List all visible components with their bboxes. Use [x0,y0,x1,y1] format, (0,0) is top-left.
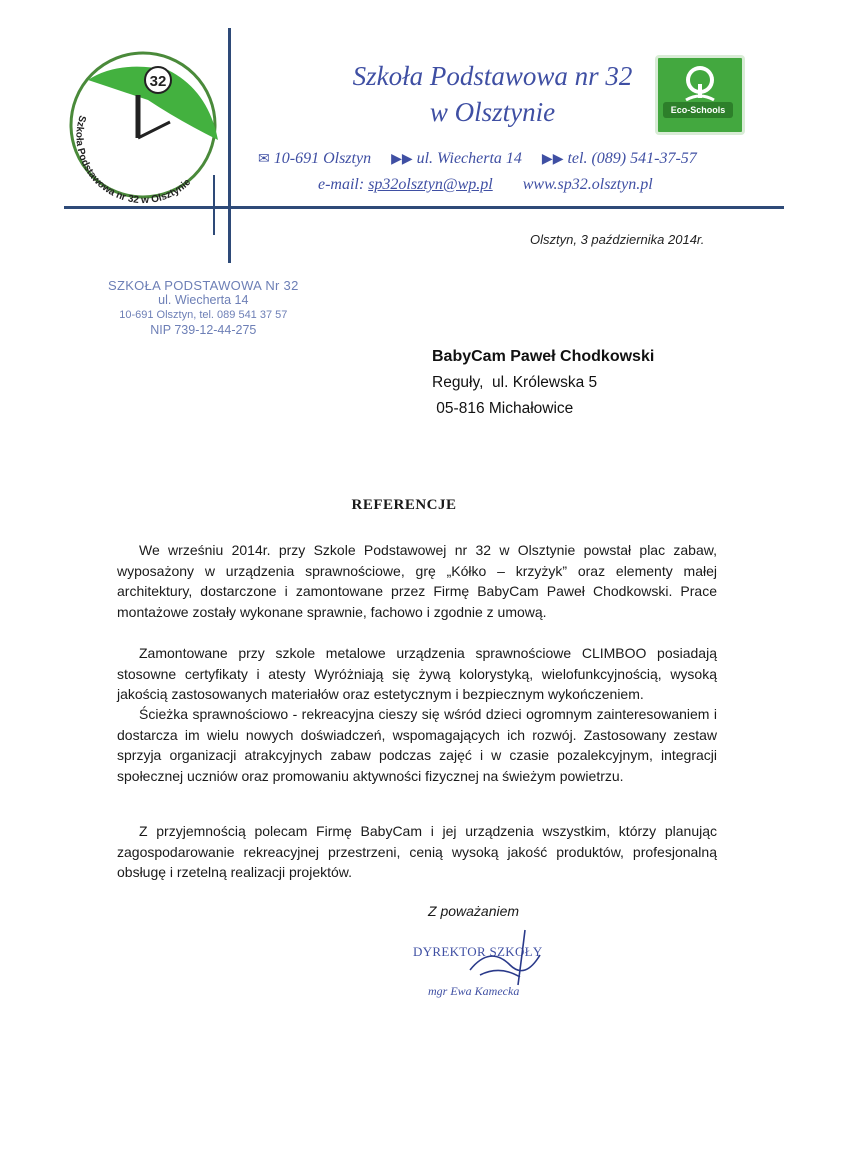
stamp-line-2: ul. Wiecherta 14 [158,293,249,307]
double-arrow-icon: ▶▶ [541,152,564,167]
letterhead-horizontal-rule [64,206,784,209]
stamp-line-4: NIP 739-12-44-275 [150,323,257,337]
email-label: e-mail: [318,176,365,193]
body-paragraph-2: Zamontowane przy szkole metalowe urządzenia sprawnościowe CLIMBOO posiadają stosowne certyfikaty i atesty Wyróżniają się żywą kolorystyką, wielofunkcyjnością, wysoką jakością zastosowanych materiałów oraz estetycznym i bezpiecznym wykończeniem. [117,645,717,702]
document-title: REFERENCJE [351,497,457,513]
closing-phrase: Z poważaniem [428,903,520,919]
school-name-line2: w Olsztynie [429,97,556,127]
stamp-line-3: 10-691 Olsztyn, tel. 089 541 37 57 [119,309,288,321]
email-link[interactable]: sp32olsztyn@wp.pl [368,176,493,193]
school-name-line1: Szkoła Podstawowa nr 32 [352,61,633,91]
school-stamp [108,278,299,338]
phone-number: tel. (089) 541-37-57 [567,150,697,167]
envelope-icon: ✉ [258,152,270,167]
body-paragraph-3: Ścieżka sprawnościowo - rekreacyjna cieszy się wśród dzieci ogromnym zainteresowaniem i dostarcza im wielu nowych doświadczeń, wspomagających ich rozwój. Zastosowany zestaw sprzyja organizacji atrakcyjnych zabaw podczas zajęć i w czasie pozalekcyjnym, integracji społecznej uczniów oraz promowaniu aktywności fizycznej na świeżym powietrzu. [117,706,717,784]
contact-line [258,150,697,168]
signature-title: DYREKTOR SZKOŁY [413,944,543,959]
logo-ring-text: Szkoła Podstawowa nr 32 w Olsztynie [73,114,194,207]
street-address: ul. Wiecherta 14 [416,150,522,167]
postal-address: 10-691 Olsztyn [273,150,372,167]
letterhead-vertical-rule [228,28,231,263]
recipient-address [432,344,654,422]
school-name [300,58,685,130]
school-logo [58,40,228,210]
recipient-city: 05-816 Michałowice [432,400,574,417]
letter-date: Olsztyn, 3 października 2014r. [530,232,705,247]
body-paragraph-4: Z przyjemnością polecam Firmę BabyCam i jej urządzenia wszystkim, którzy planując zagospodarowanie rekreacyjnej przestrzeni, cenią wysoką jakość produktów, profesjonalną obsługę i rzetelną realizacji projektów. [117,823,717,880]
svg-text:Szkoła Podstawowa nr 32 w Olsz [73,114,193,206]
signatory-name: mgr Ewa Kamecka [428,984,520,998]
logo-number: 32 [149,73,167,90]
body-paragraph-1: We wrześniu 2014r. przy Szkole Podstawowej nr 32 w Olsztynie powstał plac zabaw, wyposażony w urządzenia sprawnościowe, grę „Kółko – krzyżyk” oraz elementy małej architektury, dostarczone i zamontowane przez Firmę BabyCam Paweł Chodkowski. Prace montażowe zostały wykonane sprawnie, fachowo i zgodnie z umową. [117,542,717,620]
recipient-street: Reguły, ul. Królewska 5 [432,374,598,391]
contact-line-2 [318,176,653,194]
website-link[interactable]: www.sp32.olsztyn.pl [522,176,653,193]
letterhead-vertical-rule-short [213,175,215,235]
tree-icon [658,58,742,108]
stamp-line-1: SZKOŁA PODSTAWOWA Nr 32 [108,278,299,293]
double-arrow-icon: ▶▶ [391,152,413,167]
recipient-name: BabyCam Paweł Chodkowski [432,348,655,365]
eco-schools-badge [655,55,745,135]
eco-schools-label: Eco-Schools [663,102,733,118]
